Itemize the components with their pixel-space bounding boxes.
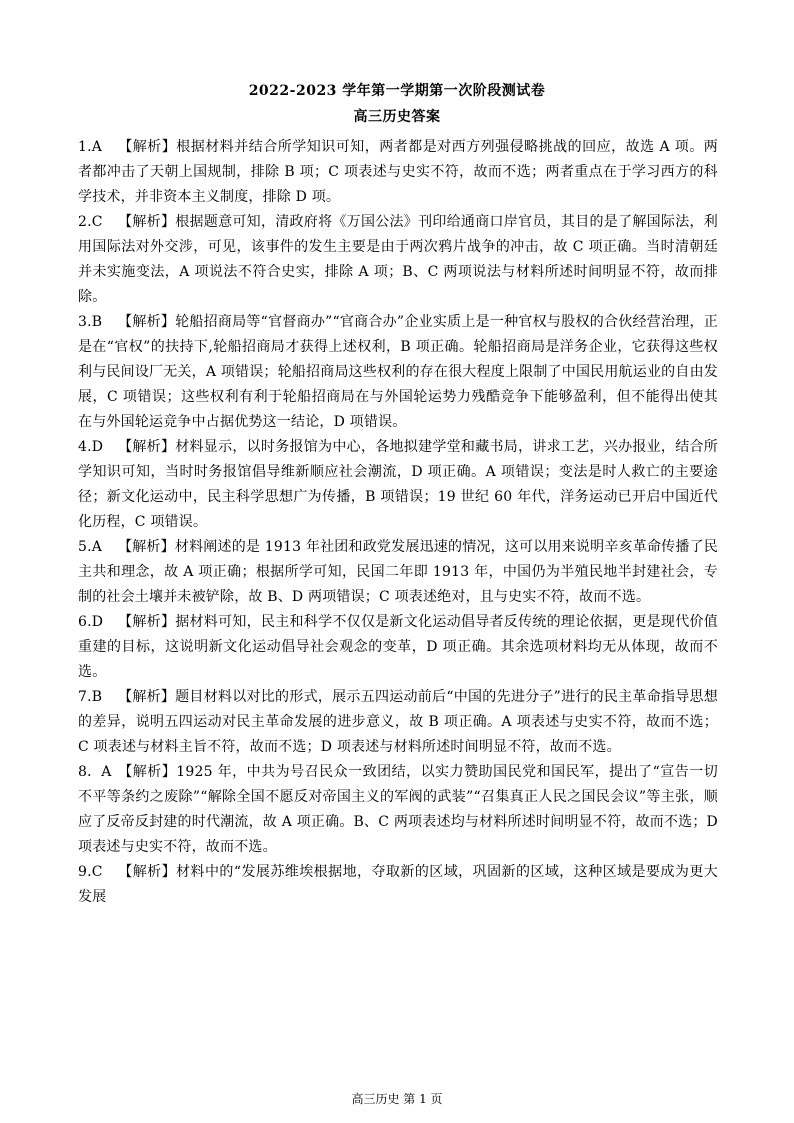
answer-item-9 xyxy=(78,860,718,910)
answer-list xyxy=(78,135,718,910)
answer-number: 5.A xyxy=(78,539,103,555)
page-footer: 高三历史 第 1 页 xyxy=(351,1092,443,1106)
answer-item-8 xyxy=(78,760,718,860)
answer-text: 【解析】据材料可知，民主和科学不仅仅是新文化运动倡导者反传统的理论依据，更是现代价值重建的目标，这说明新文化运动倡导社会观念的变革，D 项正确。其余选项材料均无从体现，故而不选。 xyxy=(78,614,718,680)
answer-text: 【解析】题目材料以对比的形式，展示五四运动前后“中国的先进分子”进行的民主革命指导思想的差异，说明五四运动对民主革命发展的进步意义，故 B 项正确。A 项表述与史实不符，故而不选；C 项表述与材料主旨不符，故而不选；D 项表述与材料所述时间明显不符，故而不选。 xyxy=(78,689,718,755)
answer-text: 【解析】轮船招商局等“官督商办”“官商合办”企业实质上是一种官权与股权的合伙经营治理，正是在“官权”的扶持下,轮船招商局才获得上述权利，B 项正确。轮船招商局是洋务企业，它获得这些权利与民间设厂无关，A 项错误；轮船招商局这些权利的存在很大程度上限制了中国民用航运业的自由发展，C 项错误；这些权利有利于轮船招商局在与外国轮运势力残酷竞争下能够盈利，但不能得出使其在与外国轮运竞争中占据优势这一结论，D 项错误。 xyxy=(78,314,718,430)
answer-item-7 xyxy=(78,685,718,760)
answer-item-5 xyxy=(78,535,718,610)
document-title: 2022-2023 学年第一学期第一次阶段测试卷 xyxy=(248,83,546,99)
answer-item-2 xyxy=(78,210,718,310)
answer-item-4 xyxy=(78,435,718,535)
answer-number: 6.D xyxy=(78,614,104,630)
answer-item-6 xyxy=(78,610,718,685)
answer-number: 3.B xyxy=(78,314,103,330)
answer-number: 1.A xyxy=(78,139,103,155)
answer-number: 7.B xyxy=(78,689,103,705)
answer-number: 8．A xyxy=(78,764,112,780)
answer-number: 9.C xyxy=(78,864,103,880)
answer-item-1 xyxy=(78,135,718,210)
answer-text: 【解析】材料阐述的是 1913 年社团和政党发展迅速的情况，这可以用来说明辛亥革命传播了民主共和理念，故 A 项正确；根据所学可知，民国二年即 1913 年，中国仍为半殖民地半封建社会，专制的社会土壤并未被铲除，故 B、D 两项错误；C 项表述绝对，且与史实不符，故而不选。 xyxy=(78,539,718,605)
answer-item-3 xyxy=(78,310,718,435)
answer-number: 4.D xyxy=(78,439,104,455)
answer-text: 【解析】材料中的“发展苏维埃根据地，夺取新的区域，巩固新的区域，这种区域是要成为更大发展 xyxy=(78,864,718,905)
answer-text: 【解析】材料显示，以时务报馆为中心，各地拟建学堂和藏书局，讲求工艺，兴办报业，结合所学知识可知，当时时务报馆倡导维新顺应社会潮流，D 项正确。A 项错误；变法是时人救亡的主要途径；新文化运动中，民主科学思想广为传播，B 项错误；19 世纪 60 年代，洋务运动已开启中国近代化历程，C 项错误。 xyxy=(78,439,718,530)
answer-text: 【解析】根据题意可知，清政府将《万国公法》刊印给通商口岸官员，其目的是了解国际法，利用国际法对外交涉，可见，该事件的发生主要是由于两次鸦片战争的冲击，故 C 项正确。当时清朝廷并未实施变法，A 项说法不符合史实，排除 A 项；B、C 两项说法与材料所述时间明显不符，故而排除。 xyxy=(78,214,718,305)
answer-text: 【解析】1925 年，中共为号召民众一致团结，以实力赞助国民党和国民军，提出了“宣告一切不平等条约之废除”“解除全国不愿反对帝国主义的军阀的武装”“召集真正人民之国民会议”等主张，顺应了反帝反封建的时代潮流，故 A 项正确。B、C 两项表述均与材料所述时间明显不符，故而不选；D 项表述与史实不符，故而不选。 xyxy=(78,764,718,855)
answer-text: 【解析】根据材料并结合所学知识可知，两者都是对西方列强侵略挑战的回应，故选 A 项。两者都冲击了天朝上国规制，排除 B 项；C 项表述与史实不符，故而不选；两者重点在于学习西方的科学技术，并非资本主义制度，排除 D 项。 xyxy=(78,139,718,205)
document-subtitle: 高三历史答案 xyxy=(353,109,441,125)
answer-number: 2.C xyxy=(78,214,103,230)
